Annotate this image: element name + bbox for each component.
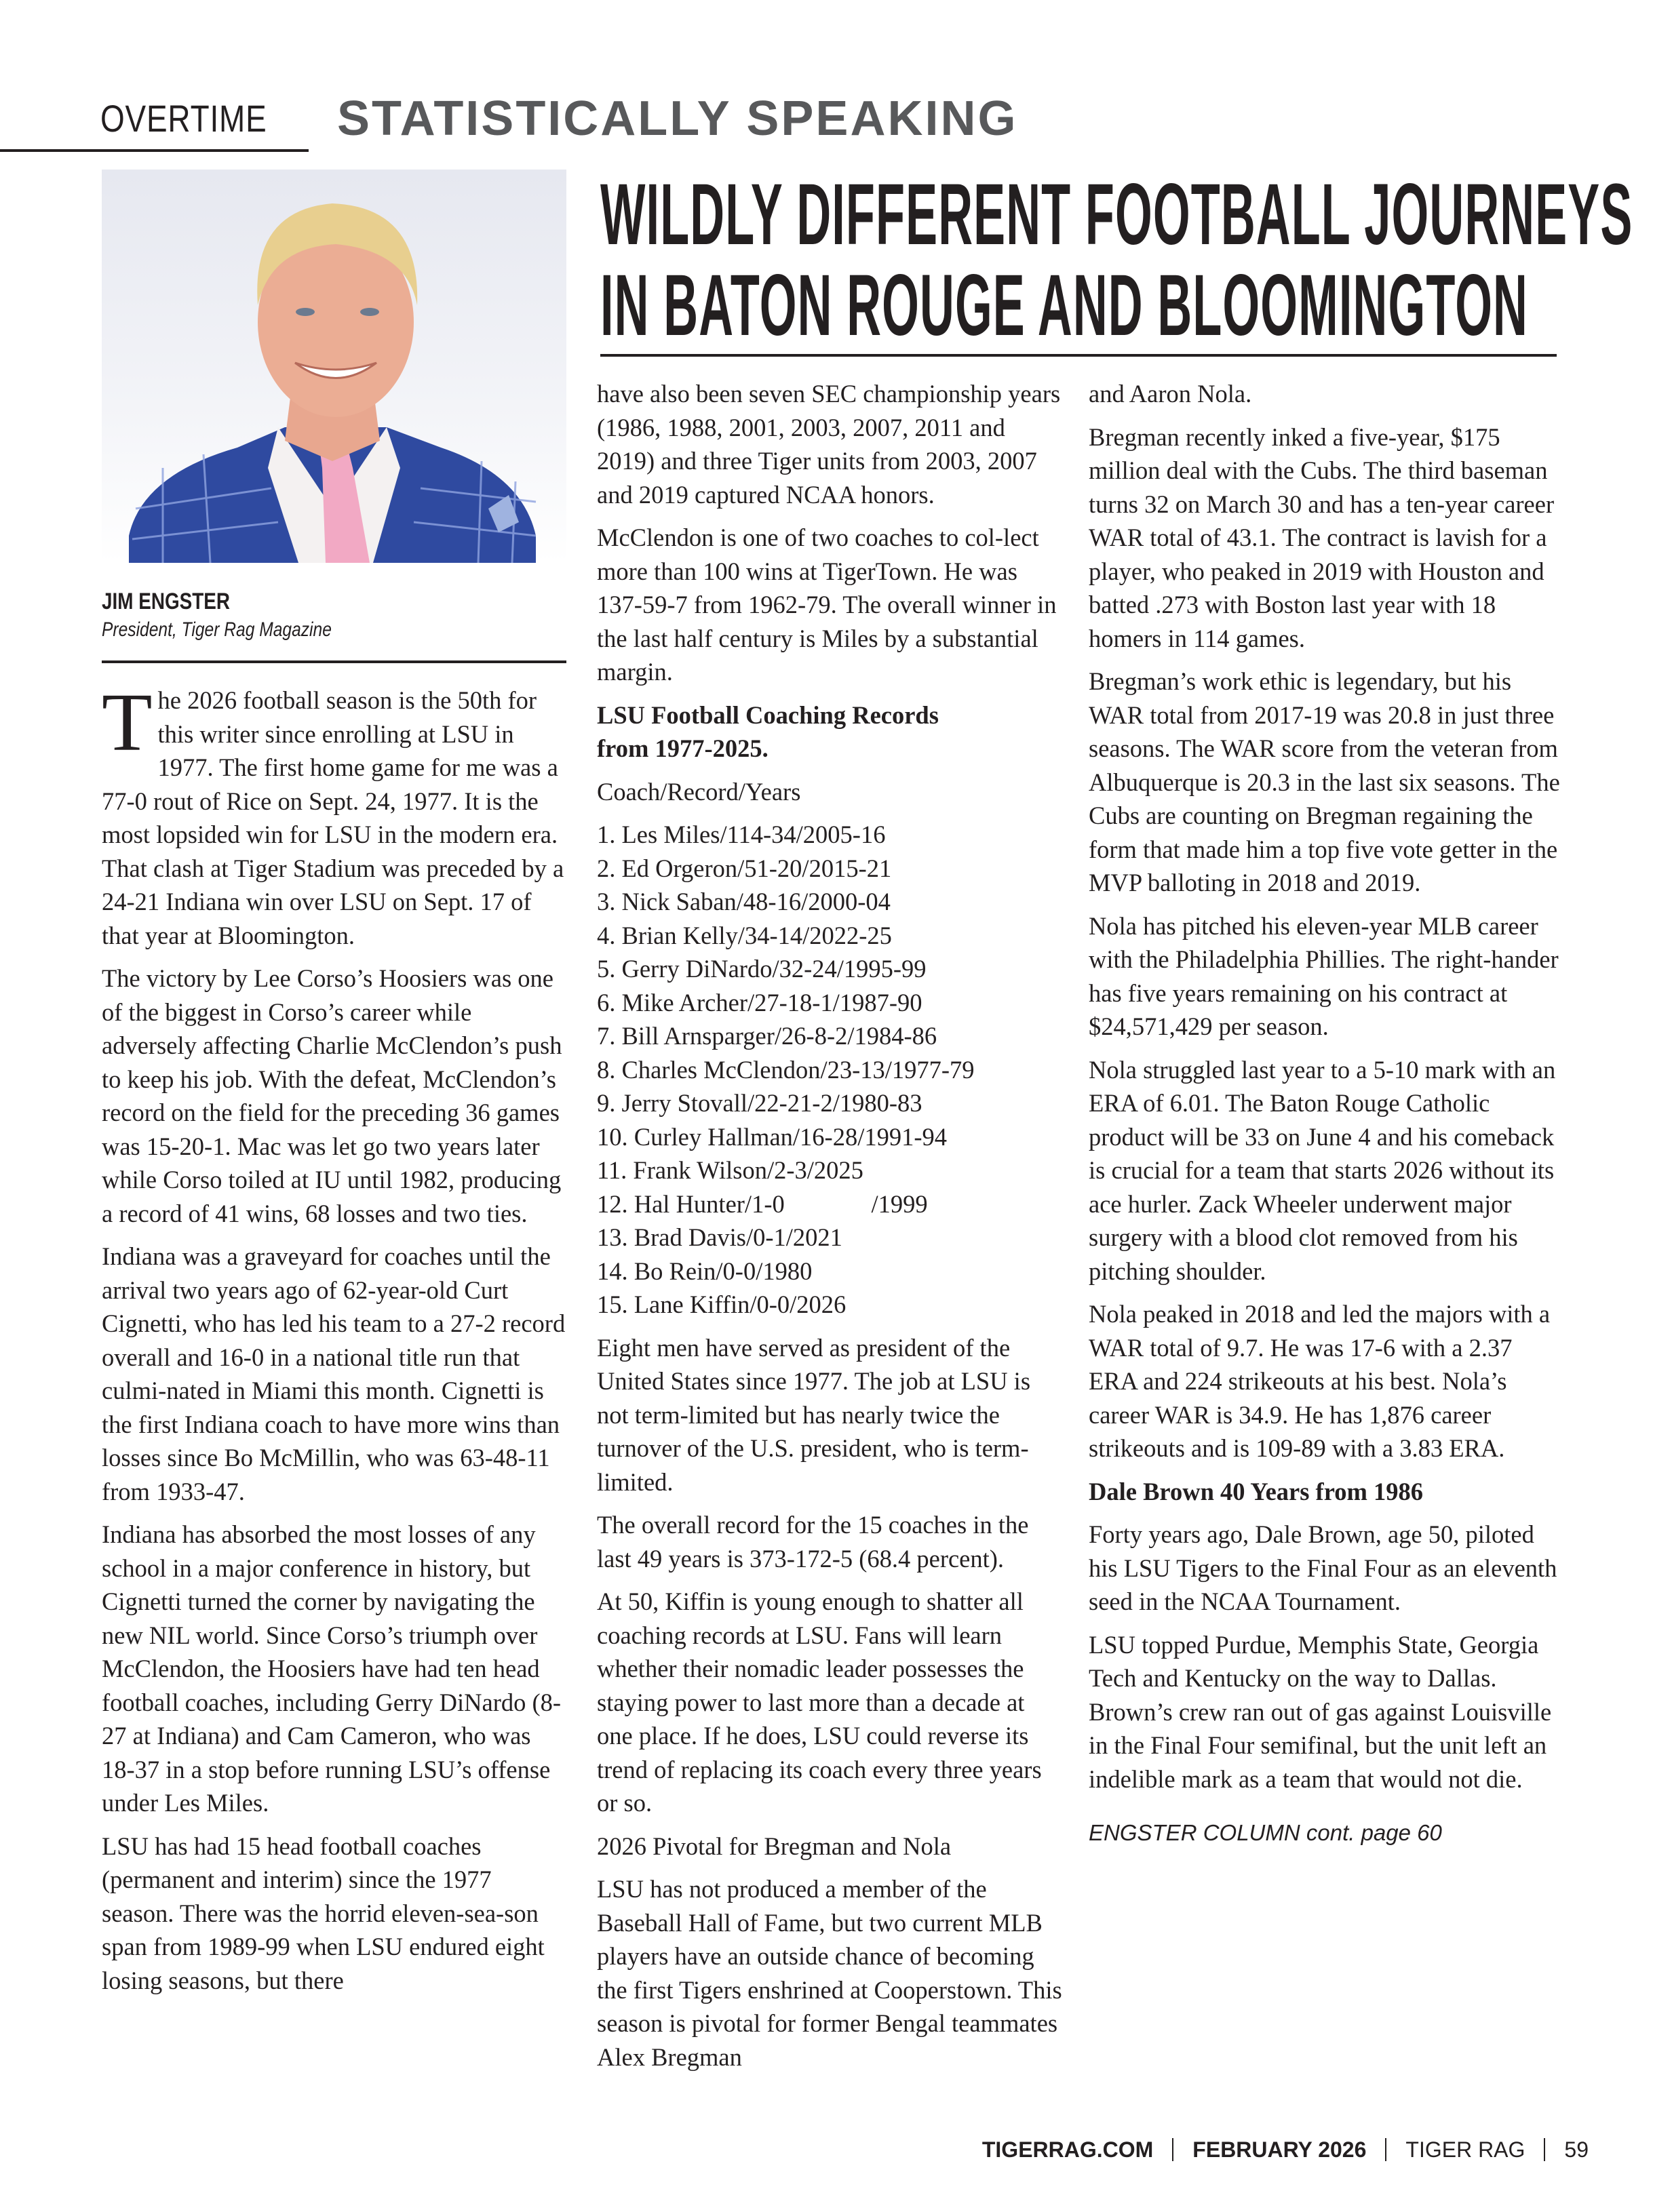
paragraph: McClendon is one of two coaches to col-lect more than 100 wins at TigerTown. He was 137-59-7 from 1962-79. The overall winner in the last half century is Miles by a substantial margin. — [597, 524, 1057, 686]
paragraph: Nola peaked in 2018 and led the majors with a WAR total of 9.7. He was 17-6 with a 2.37 ERA and 224 strikeouts at his best. Nola’s career WAR is 34.9. He has 1,876 career strikeouts and is 109-89 with a 3.83 ERA. — [1089, 1300, 1551, 1462]
paragraph: Bregman’s work ethic is legendary, but his WAR total from 2017-19 was 20.8 in just three seasons. The WAR score from the veteran from Albuquerque is 20.3 in the last six seasons. The Cubs are counting on Bregman regaining the form that made him a top five vote getter in the MVP balloting in 2018 and 2019. — [1089, 667, 1560, 896]
portrait-illustration — [102, 170, 566, 563]
paragraph: and Aaron Nola. — [1089, 380, 1252, 408]
list-item: 15. Lane Kiffin/0-0/2026 — [597, 1290, 847, 1318]
article-column-1 — [102, 677, 570, 2007]
paragraph: Bregman recently inked a five-year, $175 million deal with the Cubs. The third baseman turns 32 on March 30 and has a ten-year career WAR total of 43.1. The contract is lavish for a player, who peaked in 2019 with Houston and batted .273 with Boston last year with 18 homers in 114 games. — [1089, 422, 1555, 652]
paragraph: The victory by Lee Corso’s Hoosiers was one of the biggest in Corso’s career while adversely affecting Charlie McClendon’s push to keep his job. With the defeat, McClendon’s record on the field for the preceding 36 games was 15-20-1. Mac was let go two years later while Corso toiled at IU until 1982, producing a record of 41 wins, 68 losses and two ties. — [102, 964, 562, 1227]
article-headline — [600, 166, 1633, 354]
author-photo — [102, 170, 566, 563]
list-item: 1. Les Miles/114-34/2005-16 — [597, 821, 886, 848]
footer-magazine: TIGER RAG — [1405, 2137, 1525, 2162]
subheading: 2026 Pivotal for Bregman and Nola — [597, 1832, 952, 1860]
headline-line-2: IN BATON ROUGE AND BLOOMINGTON — [600, 257, 1528, 354]
paragraph: Indiana was a graveyard for coaches until the arrival two years ago of 62-year-old Curt Cignetti, who has led his team to a 27-2 record overall and 16-0 in a national title run that culmi-nated in Miami this month. Cignetti is the first Indiana coach to have more wins than losses since Bo McMillin, who was 63-48-11 from 1933-47. — [102, 1242, 566, 1505]
list-item: 8. Charles McClendon/23-13/1977-79 — [597, 1055, 975, 1084]
paragraph: At 50, Kiffin is young enough to shatter all coaching records at LSU. Fans will learn whether their nomadic leader possesses the staying power to last more than a decade at one place. If he does, LSU could reverse its trend of replacing its coach every three years or so. — [597, 1587, 1042, 1817]
footer-separator — [1385, 2138, 1386, 2161]
paragraph: Eight men have served as president of the United States since 1977. The job at LSU is not term-limited but has nearly twice the turnover of the U.S. president, who is term-limited. — [597, 1333, 1031, 1496]
list-item: 5. Gerry DiNardo/32-24/1995-99 — [597, 955, 927, 983]
list-item: 2. Ed Orgeron/51-20/2015-21 — [597, 854, 892, 882]
byline — [102, 589, 570, 646]
section-title: STATISTICALLY SPEAKING — [337, 92, 1018, 146]
page-footer — [982, 2136, 1589, 2163]
paragraph: The overall record for the 15 coaches in the last 49 years is 373-172-5 (68.4 percent). — [597, 1511, 1029, 1573]
article-column-3 — [1089, 377, 1563, 1859]
footer-separator — [1172, 2138, 1173, 2161]
page-number: 59 — [1564, 2137, 1589, 2162]
subheading: Dale Brown 40 Years from 1986 — [1089, 1477, 1424, 1505]
coaching-records-list — [597, 818, 1065, 1322]
section-label: OVERTIME — [100, 97, 267, 140]
author-title: President, Tiger Rag Magazine — [102, 618, 332, 641]
paragraph: LSU has had 15 head football coaches (permanent and interim) since the 1977 season. There was the horrid eleven-sea-son span from 1989-99 when LSU endured eight losing seasons, but there — [102, 1832, 545, 1994]
paragraph: The 2026 football season is the 50th for this writer since enrolling at LSU in 1977. The first home game for me was a 77-0 rout of Rice on Sept. 24, 1977. It is the most lopsided win for LSU in the modern era. That clash at Tiger Stadium was preceded by a 24-21 Indiana win over LSU on Sept. 17 of that year at Bloomington. — [102, 677, 564, 949]
article-column-2 — [597, 377, 1065, 2083]
paragraph: Nola has pitched his eleven-year MLB career with the Philadelphia Phillies. The right-hander has five years remaining on his contract at $24,571,429 per season. — [1089, 911, 1559, 1040]
list-item: 14. Bo Rein/0-0/1980 — [597, 1257, 813, 1285]
paragraph: have also been seven SEC championship years (1986, 1988, 2001, 2003, 2007, 2011 and 2019) and three Tiger units from 2003, 2007 and 2019 captured NCAA honors. — [597, 380, 1061, 509]
list-item: 12. Hal Hunter/1-0 /1999 — [597, 1189, 928, 1218]
list-item: 4. Brian Kelly/34-14/2022-25 — [597, 921, 892, 949]
drop-cap: T — [102, 677, 153, 768]
section-header — [0, 92, 1085, 149]
author-name: JIM ENGSTER — [102, 589, 230, 614]
byline-divider — [102, 660, 566, 663]
list-item: 7. Bill Arnsparger/26-8-2/1984-86 — [597, 1022, 937, 1050]
records-column-labels: Coach/Record/Years — [597, 777, 801, 806]
paragraph: LSU topped Purdue, Memphis State, Georgia Tech and Kentucky on the way to Dallas. Brown’s crew ran out of gas against Louisville in the Final Four semifinal, but the unit left an indelible mark as a team that would not die. — [1089, 1630, 1552, 1793]
footer-issue: FEBRUARY 2026 — [1192, 2137, 1367, 2162]
list-item: 3. Nick Saban/48-16/2000-04 — [597, 888, 891, 915]
list-item: 6. Mike Archer/27-18-1/1987-90 — [597, 988, 922, 1016]
headline-line-1: WILDLY DIFFERENT FOOTBALL JOURNEYS — [600, 166, 1633, 263]
list-item: 13. Brad Davis/0-1/2021 — [597, 1223, 842, 1251]
list-item: 9. Jerry Stovall/22-21-2/1980-83 — [597, 1089, 922, 1117]
footer-separator — [1544, 2138, 1545, 2161]
footer-site[interactable]: TIGERRAG.COM — [981, 2137, 1154, 2162]
list-item: 10. Curley Hallman/16-28/1991-94 — [597, 1122, 947, 1151]
continued-link[interactable]: ENGSTER COLUMN cont. page 60 — [1089, 1820, 1442, 1845]
list-item: 11. Frank Wilson/2-3/2025 — [597, 1156, 863, 1184]
paragraph: Forty years ago, Dale Brown, age 50, piloted his LSU Tigers to the Final Four as an eleventh seed in the NCAA Tournament. — [1089, 1520, 1557, 1615]
paragraph: LSU has not produced a member of the Baseball Hall of Fame, but two current MLB players have an outside chance of becoming the first Tigers enshrined at Cooperstown. This season is pivotal for former Bengal teammates Alex Bregman — [597, 1875, 1062, 2071]
paragraph: Indiana has absorbed the most losses of any school in a major conference in history, but Cignetti turned the corner by navigating the new NIL world. Since Corso’s triumph over McClendon, the Hoosiers have had ten head football coaches, including Gerry DiNardo (8-27 at Indiana) and Cam Cameron, who was 18-37 in a stop before running LSU’s offense under Les Miles. — [102, 1520, 562, 1817]
records-heading: LSU Football Coaching Records from 1977-2025. — [597, 700, 939, 762]
headline-divider — [600, 354, 1557, 357]
section-divider — [0, 149, 309, 152]
paragraph: Nola struggled last year to a 5-10 mark with an ERA of 6.01. The Baton Rouge Catholic product will be 33 on June 4 and his comeback is crucial for a team that starts 2026 without its ace hurler. Zack Wheeler underwent major surgery with a blood clot removed from his pitching shoulder. — [1089, 1055, 1556, 1285]
